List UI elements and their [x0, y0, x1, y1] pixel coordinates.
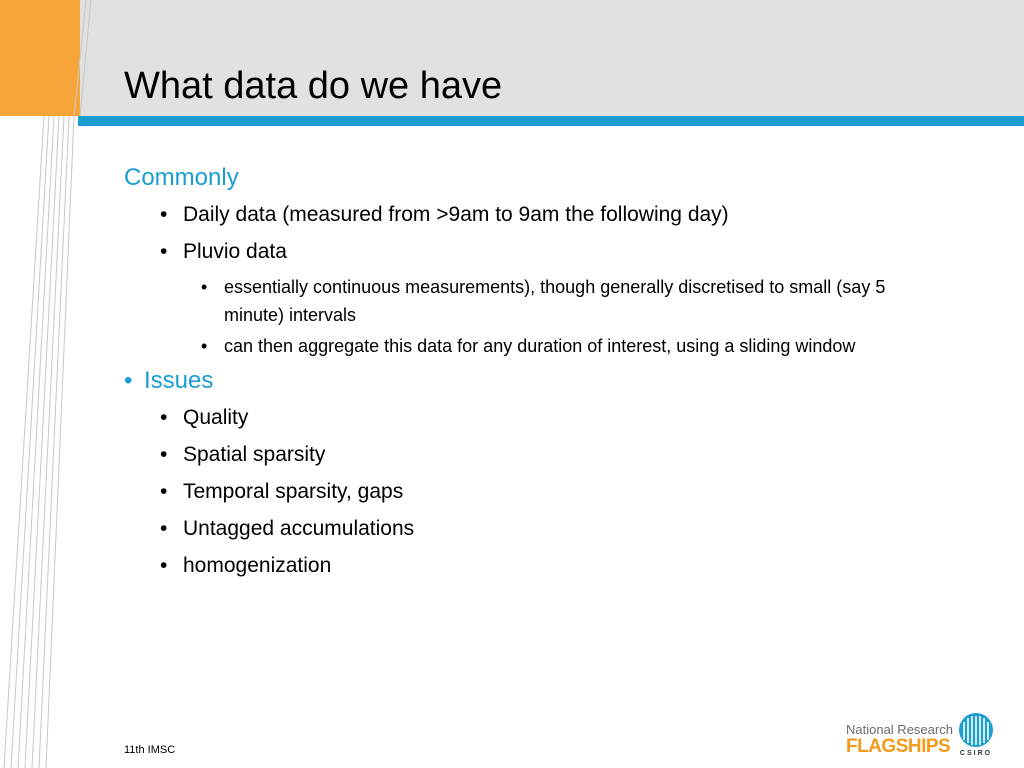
bullet-marker: •: [160, 203, 168, 226]
section-heading: [124, 160, 964, 196]
bullet-marker: •: [160, 443, 168, 466]
bullet-item-text: Temporal sparsity, gaps: [183, 480, 404, 503]
bullet-item: [160, 196, 964, 233]
bullet-item-text: Untagged accumulations: [183, 517, 415, 540]
bullet-item-text: Quality: [183, 406, 249, 429]
bullet-marker: •: [201, 336, 208, 356]
bullet-marker: •: [160, 480, 168, 503]
bullet-marker: •: [160, 554, 168, 577]
sub-bullet-item-text: can then aggregate this data for any duration of interest, using a sliding window: [224, 336, 856, 356]
bullet-marker: •: [160, 240, 168, 263]
bullet-item: [160, 510, 964, 547]
sub-bullet-item-text: essentially continuous measurements), though generally discretised to small (say 5 minute) intervals: [224, 277, 886, 325]
bullet-item: [160, 436, 964, 473]
sub-bullet-item: [201, 332, 944, 360]
bullet-item: [160, 399, 964, 436]
bullet-item: [160, 233, 964, 270]
bullet-item-text: Pluvio data: [183, 240, 287, 263]
logo-line-1: National Research: [846, 722, 953, 737]
slide-body: [124, 160, 964, 584]
bullet-marker: •: [124, 367, 133, 394]
slide-title: What data do we have: [124, 65, 503, 107]
slide-footer: 11th IMSC: [124, 744, 176, 756]
bullet-item-text: homogenization: [183, 554, 332, 577]
bullet-marker: •: [160, 517, 168, 540]
national-research-flagships-csiro-logo: [846, 712, 996, 762]
bullet-item: [160, 547, 964, 584]
title-underline-rule: [78, 116, 1024, 126]
bullet-item-text: Spatial sparsity: [183, 443, 326, 466]
sub-bullet-item: [201, 273, 944, 329]
bullet-item: [160, 473, 964, 510]
logo-line-2: FLAGSHIPS: [846, 736, 951, 757]
bullet-item-text: Daily data (measured from >9am to 9am the following day): [183, 203, 729, 226]
csiro-wordmark: CSIRO: [959, 750, 993, 757]
bullet-marker: •: [201, 277, 208, 297]
bullet-marker: •: [160, 406, 168, 429]
section-heading: [124, 363, 964, 399]
section-heading-text: Issues: [144, 367, 214, 394]
section-heading-text: Commonly: [124, 164, 239, 191]
